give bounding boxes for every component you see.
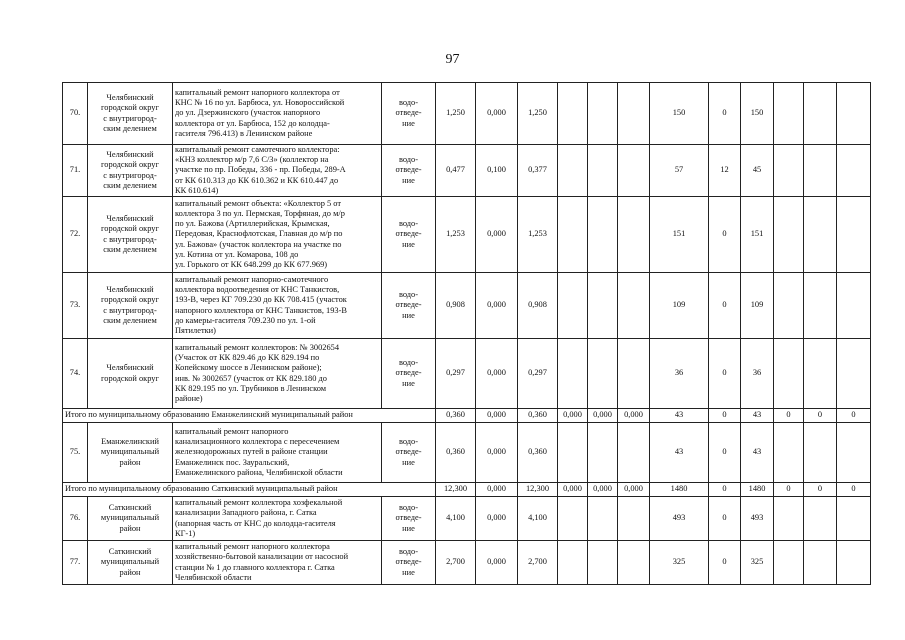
description-cell-line: хозяйственно-бытовой канализации от насосной [175,552,349,562]
type-cell-line: ние [402,118,415,128]
description-cell-line: железнодорожных путей в районе станции [175,447,328,457]
municipality-cell-line: с внутригород- [103,234,157,244]
table-row [63,197,871,273]
table-row [63,339,871,409]
value-cell: 0 [774,483,804,497]
municipality-cell-line: Челябинский [106,363,154,373]
value-cell: 0,377 [518,145,558,197]
value-cell [588,497,618,541]
municipality-cell-line: городской округ [101,295,159,305]
value-cell [774,423,804,483]
type-cell-line: отведе- [395,557,422,567]
value-cell [558,83,588,145]
municipality-cell [88,541,173,585]
municipality-cell-line: район [119,523,141,533]
value-cell [618,541,650,585]
description-cell-line: КНС № 16 по ул. Барбюса, ул. Новороссийской [175,98,345,108]
municipality-cell [88,145,173,197]
description-cell-line: капитальный ремонт напорного коллектора [175,542,330,552]
municipality-cell-line: муниципальный [100,557,160,567]
value-cell: 0,000 [588,409,618,423]
value-cell [837,339,871,409]
description-cell [173,423,382,483]
value-cell [588,541,618,585]
municipality-cell-line: Челябинский [106,150,154,160]
value-cell: 0,000 [476,423,518,483]
row-number: 70. [63,83,88,145]
type-cell-line: ние [402,457,415,467]
value-cell: 0,000 [618,409,650,423]
value-cell: 0,000 [476,273,518,339]
value-cell [588,145,618,197]
type-cell-line: водо- [398,547,419,557]
value-cell: 0 [774,409,804,423]
value-cell: 151 [741,197,774,273]
description-cell-line: Челябинской области [175,572,252,582]
description-cell-line: канализации Западного района, г. Сатка [175,508,317,518]
type-cell-line: ние [402,378,415,388]
type-cell [382,83,436,145]
value-cell [837,541,871,585]
value-cell: 0,000 [618,483,650,497]
description-cell-line: «КНЗ коллектор м/р 7,6 С/3» (коллектор на [175,155,329,165]
description-cell-line: Еманжелинского района, Челябинской области [175,467,343,477]
row-number: 74. [63,339,88,409]
table-row [63,423,871,483]
value-cell: 57 [650,145,709,197]
type-cell-line: ние [402,567,415,577]
value-cell: 0 [709,197,741,273]
total-label: Итого по муниципальному образованию Еманжелинский муниципальный район [63,409,436,423]
total-label: Итого по муниципальному образованию Саткинский муниципальный район [63,483,436,497]
description-cell-line: Передовая, Краснофлотская, Главная до м/р по [175,229,343,239]
total-row [63,409,871,423]
value-cell: 0 [709,423,741,483]
municipality-cell [88,497,173,541]
value-cell: 109 [650,273,709,339]
value-cell: 45 [741,145,774,197]
municipality-cell-line: Челябинский [106,285,154,295]
type-cell [382,145,436,197]
description-cell [173,541,382,585]
description-cell-line: капитальный ремонт самотечного коллектора: [175,145,340,154]
description-cell-line: КК 610.614) [175,185,219,195]
type-cell-line: водо- [398,358,419,368]
description-cell-line: коллектора от ул. Барбюса, 152 до колодца- [175,118,330,128]
value-cell [558,339,588,409]
value-cell [837,273,871,339]
description-cell-line: районе) [175,393,203,403]
type-cell [382,541,436,585]
value-cell: 12,300 [436,483,476,497]
municipality-cell-line: муниципальный [100,447,160,457]
type-cell-line: водо- [398,503,419,513]
value-cell: 0,000 [476,339,518,409]
description-cell-line: канализационного коллектора с пересечением [175,437,340,447]
municipality-cell-line: Челябинский [106,214,154,224]
municipality-cell-line: ским делением [103,123,157,133]
municipality-cell-line: ским делением [103,315,157,325]
value-cell: 0 [804,483,837,497]
row-number: 76. [63,497,88,541]
description-cell-line: станции № 1 до главного коллектора г. Сатка [175,562,335,572]
type-cell [382,339,436,409]
description-cell [173,83,382,145]
table-row [63,145,871,197]
table-body [63,83,871,585]
description-cell-line: гасителя 796.413) в Ленинском районе [175,128,313,138]
value-cell: 43 [650,423,709,483]
municipality-cell-line: с внутригород- [103,113,157,123]
description-cell-line: коллектора 3 по ул. Пермская, Торфяная, до м/р [175,209,345,218]
value-cell [804,541,837,585]
value-cell: 0,000 [588,483,618,497]
value-cell: 0 [709,497,741,541]
description-cell-line: от КК 610.313 до КК 610.362 и КК 610.447 до [175,175,339,185]
type-cell-line: отведе- [395,513,422,523]
value-cell [804,497,837,541]
municipality-cell-line: ским делением [103,244,157,254]
municipality-cell-line: с внутригород- [103,305,157,315]
value-cell [804,145,837,197]
description-cell-line: Пятилетки) [175,325,216,335]
description-cell-line: напорного коллектора от КНС Танкистов, 193-В [175,305,347,315]
value-cell: 109 [741,273,774,339]
municipality-cell-line: ским делением [103,180,157,190]
description-cell-line: КГ-1) [175,528,196,538]
value-cell: 150 [650,83,709,145]
description-cell [173,197,382,273]
value-cell: 12,300 [518,483,558,497]
row-number: 75. [63,423,88,483]
type-cell-line: водо- [398,155,419,165]
description-cell [173,497,382,541]
row-number: 73. [63,273,88,339]
value-cell: 1,250 [518,83,558,145]
value-cell: 43 [741,409,774,423]
value-cell: 325 [650,541,709,585]
value-cell [774,273,804,339]
value-cell [588,197,618,273]
type-cell-line: отведе- [395,108,422,118]
value-cell: 0 [709,83,741,145]
municipality-cell-line: городской округ [101,224,159,234]
row-number: 72. [63,197,88,273]
value-cell: 0,000 [476,83,518,145]
value-cell: 0,908 [436,273,476,339]
value-cell: 0 [804,409,837,423]
municipality-cell [88,423,173,483]
value-cell: 0,908 [518,273,558,339]
value-cell: 0,297 [518,339,558,409]
type-cell [382,497,436,541]
description-cell-line: участке по пр. Победы, 336 - пр. Победы, 289-А [175,165,346,175]
municipality-cell-line: Саткинский [108,547,152,557]
municipality-cell [88,197,173,273]
value-cell [618,339,650,409]
municipality-cell-line: с внутригород- [103,170,157,180]
description-cell-line: ул. Бажова» (участок коллектора на участке по [175,239,342,249]
value-cell [558,273,588,339]
value-cell: 1,250 [436,83,476,145]
value-cell [588,423,618,483]
value-cell: 151 [650,197,709,273]
value-cell: 36 [741,339,774,409]
description-cell-line: капитальный ремонт напорного [175,427,289,436]
value-cell [588,83,618,145]
municipality-cell-line: район [119,567,141,577]
type-cell-line: отведе- [395,229,422,239]
row-number: 77. [63,541,88,585]
value-cell: 0 [709,273,741,339]
type-cell-line: ние [402,310,415,320]
description-cell-line: капитальный ремонт объекта: «Коллектор 5 от [175,198,342,208]
type-cell-line: водо- [398,437,419,447]
page-number: 97 [445,52,460,67]
description-cell [173,145,382,197]
value-cell: 0,000 [476,409,518,423]
table-row [63,497,871,541]
value-cell: 0,360 [436,409,476,423]
municipality-cell-line: Еманжелинский [101,437,159,447]
value-cell [804,83,837,145]
value-cell [618,497,650,541]
description-cell-line: по ул. Бажова (Артиллерийская, Крымская, [175,219,330,229]
municipality-cell [88,339,173,409]
value-cell [774,145,804,197]
table-row [63,541,871,585]
value-cell [774,339,804,409]
description-cell-line: (напорная часть от КНС до колодца-гасителя [175,518,336,528]
value-cell: 0,100 [476,145,518,197]
type-cell-line: ние [402,239,415,249]
total-row [63,483,871,497]
type-cell-line: отведе- [395,165,422,175]
description-cell-line: капитальный ремонт напорного коллектора от [175,87,340,97]
description-cell-line: до камеры-гасителя 709.230 по ул. 1-ой [175,315,316,325]
type-cell-line: отведе- [395,368,422,378]
value-cell: 0 [709,541,741,585]
value-cell [588,273,618,339]
type-cell [382,273,436,339]
description-cell-line: капитальный ремонт коллекторов: № 3002654 [175,342,340,352]
value-cell: 0 [837,483,871,497]
description-cell-line: ул. Горького от КК 648.299 до КК 677.969) [175,260,328,270]
type-cell-line: водо- [398,290,419,300]
description-cell-line: (Участок от КК 829.46 до КК 829.194 по [175,353,320,363]
value-cell: 0,000 [476,197,518,273]
municipality-cell-line: Челябинский [106,93,154,103]
value-cell [618,423,650,483]
municipality-cell [88,83,173,145]
value-cell: 0 [709,483,741,497]
row-number: 71. [63,145,88,197]
value-cell: 325 [741,541,774,585]
description-cell-line: до ул. Дзержинского (участок напорного [175,108,321,118]
value-cell [618,83,650,145]
value-cell: 0 [709,409,741,423]
value-cell: 36 [650,339,709,409]
municipality-cell-line: муниципальный [100,513,160,523]
municipality-cell-line: Саткинский [108,503,152,513]
value-cell: 0 [837,409,871,423]
value-cell [804,273,837,339]
value-cell [558,497,588,541]
value-cell: 0,000 [476,497,518,541]
type-cell-line: отведе- [395,300,422,310]
value-cell: 1480 [650,483,709,497]
municipality-cell [88,273,173,339]
value-cell: 493 [741,497,774,541]
value-cell: 4,100 [518,497,558,541]
municipality-cell-line: городской округ [101,373,159,383]
type-cell [382,197,436,273]
value-cell: 43 [741,423,774,483]
value-cell: 0,360 [518,423,558,483]
table-row [63,83,871,145]
value-cell [804,197,837,273]
municipality-cell-line: городской округ [101,103,159,113]
description-cell-line: капитальный ремонт напорно-самотечного [175,274,329,284]
value-cell: 0,477 [436,145,476,197]
value-cell: 2,700 [436,541,476,585]
description-cell [173,339,382,409]
type-cell-line: ние [402,523,415,533]
type-cell-line: ние [402,175,415,185]
value-cell [774,541,804,585]
value-cell [558,423,588,483]
value-cell [774,83,804,145]
value-cell: 150 [741,83,774,145]
value-cell [837,497,871,541]
value-cell [804,423,837,483]
value-cell: 0,000 [476,483,518,497]
value-cell: 0,000 [558,409,588,423]
description-cell-line: инв. № 3002657 (участок от КК 829.180 до [175,373,327,383]
value-cell: 0,360 [518,409,558,423]
description-cell-line: Еманжелинск пос. Зауральский, [175,457,290,467]
value-cell [588,339,618,409]
value-cell [837,145,871,197]
value-cell [558,541,588,585]
description-cell-line: 193-В, через КГ 709.230 до КК 708.415 (участок [175,295,347,305]
value-cell: 0,297 [436,339,476,409]
value-cell [618,145,650,197]
description-cell [173,273,382,339]
value-cell: 1,253 [518,197,558,273]
value-cell: 493 [650,497,709,541]
value-cell [774,197,804,273]
value-cell: 1,253 [436,197,476,273]
value-cell: 0,000 [558,483,588,497]
value-cell [837,423,871,483]
type-cell-line: водо- [398,98,419,108]
description-cell-line: капитальный ремонт коллектора хозфекальной [175,498,343,508]
type-cell-line: отведе- [395,447,422,457]
value-cell [558,145,588,197]
description-cell-line: ул. Котина от ул. Комарова, 108 до [175,249,299,259]
value-cell [804,339,837,409]
value-cell [618,197,650,273]
value-cell: 0,000 [476,541,518,585]
value-cell: 43 [650,409,709,423]
value-cell: 0,360 [436,423,476,483]
description-cell-line: коллектора водоотведения от КНС Танкистов, [175,285,340,295]
table-row [63,273,871,339]
value-cell: 2,700 [518,541,558,585]
municipality-cell-line: район [119,457,141,467]
municipality-cell-line: городской округ [101,160,159,170]
data-table [62,82,871,585]
description-cell-line: Копейскому шоссе в Ленинском районе); [175,363,322,373]
value-cell [837,197,871,273]
value-cell: 0 [709,339,741,409]
type-cell-line: водо- [398,219,419,229]
value-cell: 4,100 [436,497,476,541]
value-cell: 12 [709,145,741,197]
value-cell [837,83,871,145]
value-cell: 1480 [741,483,774,497]
description-cell-line: КК 829.195 по ул. Трубников в Ленинском [175,383,327,393]
value-cell [558,197,588,273]
type-cell [382,423,436,483]
value-cell [618,273,650,339]
value-cell [774,497,804,541]
